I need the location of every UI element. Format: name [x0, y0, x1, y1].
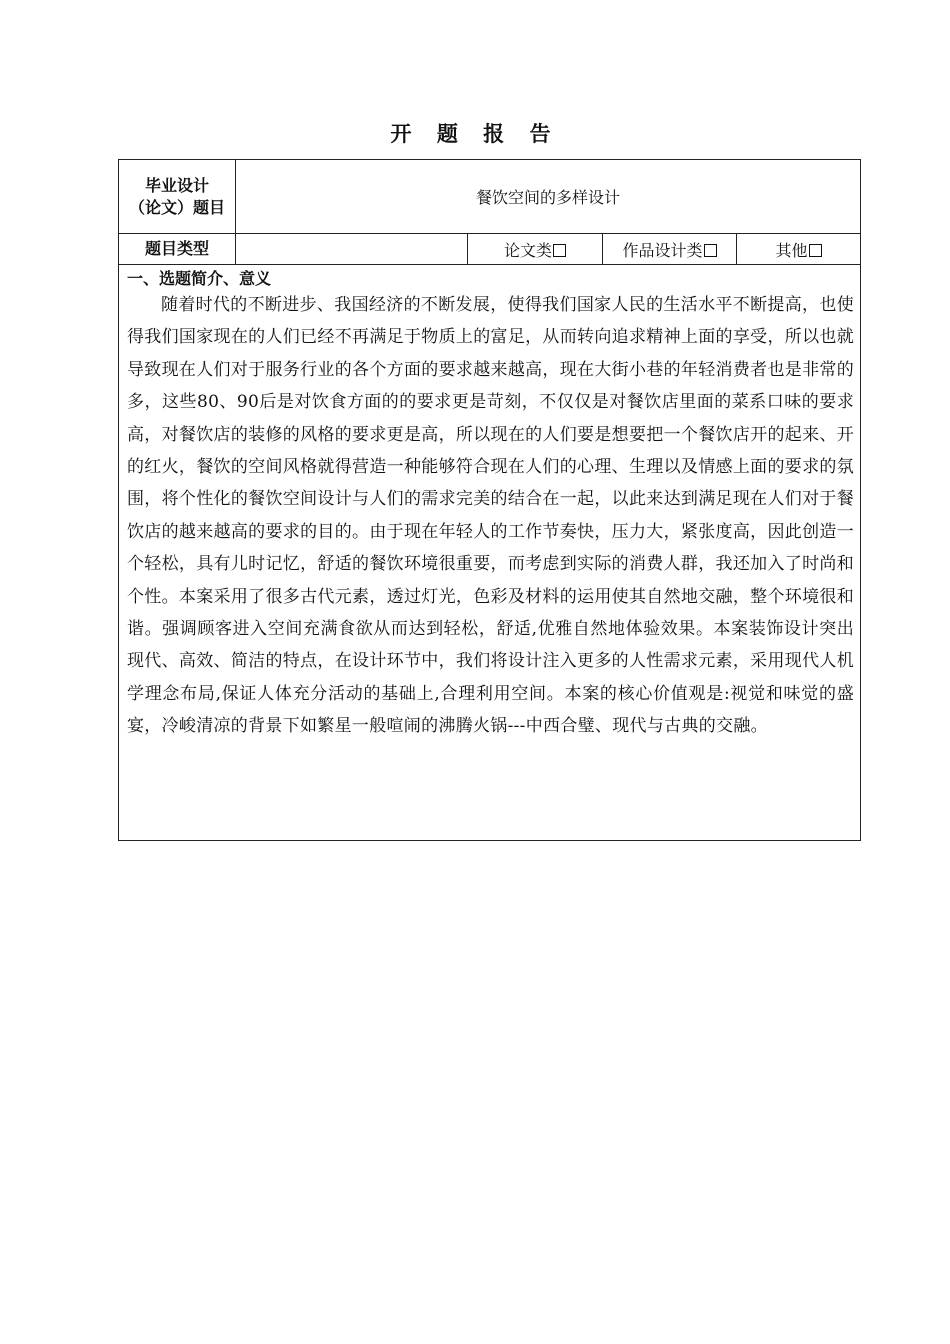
content-row — [119, 265, 861, 841]
type-option-label: 作品设计类 — [622, 240, 703, 260]
topic-label-line1: 毕业设计 — [144, 175, 209, 195]
type-option-label: 论文类 — [503, 240, 552, 260]
topic-label-line2: （论文）题目 — [128, 197, 225, 217]
type-row — [119, 234, 861, 265]
type-blank-cell — [236, 234, 468, 265]
type-option-label: 其他 — [775, 240, 808, 260]
topic-value: 餐饮空间的多样设计 — [476, 188, 621, 207]
type-option-design-work[interactable] — [603, 234, 737, 265]
type-option-other[interactable] — [737, 234, 861, 265]
checkbox-icon[interactable] — [809, 244, 822, 257]
section-body: 随着时代的不断进步、我国经济的不断发展，使得我们国家人民的生活水平不断提高，也使得我们国家现在的人们已经不再满足于物质上的富足，从而转向追求精神上面的享受，所以也就导致现在人们对于服务行业的各个方面的要求越来越高，现在大街小巷的年轻消费者也是非常的多，这些80、90后是对饮食方面的的要求更是苛刻，不仅仅是对餐饮店里面的菜系口味的要求高，对餐饮店的装修的风格的要求更是高，所以现在的人们要是想要把一个餐饮店开的起来、开的红火，餐饮的空间风格就得营造一种能够符合现在人们的心理、生理以及情感上面的要求的氛围，将个性化的餐饮空间设计与人们的需求完美的结合在一起，以此来达到满足现在人们对于餐饮店的越来越高的要求的目的。由于现在年轻人的工作节奏快，压力大，紧张度高，因此创造一个轻松，具有儿时记忆，舒适的餐饮环境很重要，而考虑到实际的消费人群，我还加入了时尚和个性。本案采用了很多古代元素，透过灯光，色彩及材料的运用使其自然地交融，整个环境很和谐。强调顾客进入空间充满食欲从而达到轻松，舒适,优雅自然地体验效果。本案装饰设计突出现代、高效、简洁的特点，在设计环节中，我们将设计注入更多的人性需求元素，采用现代人机学理念布局,保证人体充分活动的基础上,合理利用空间。本案的核心价值观是:视觉和味觉的盛宴，冷峻清凉的背景下如繁星一般喧闹的沸腾火锅---中西合璧、现代与古典的交融。 — [127, 295, 855, 737]
content-cell — [119, 265, 861, 841]
checkbox-icon[interactable] — [553, 244, 566, 257]
page-title: 开 题 报 告 — [390, 121, 560, 146]
type-label-cell — [119, 234, 236, 265]
proposal-table — [118, 159, 861, 841]
checkbox-icon[interactable] — [704, 244, 717, 257]
section-heading: 一、选题简介、意义 — [127, 269, 272, 288]
topic-value-cell — [236, 160, 861, 234]
topic-row — [119, 160, 861, 234]
type-label: 题目类型 — [144, 239, 209, 258]
topic-label-cell — [119, 160, 236, 234]
type-option-thesis[interactable] — [468, 234, 603, 265]
